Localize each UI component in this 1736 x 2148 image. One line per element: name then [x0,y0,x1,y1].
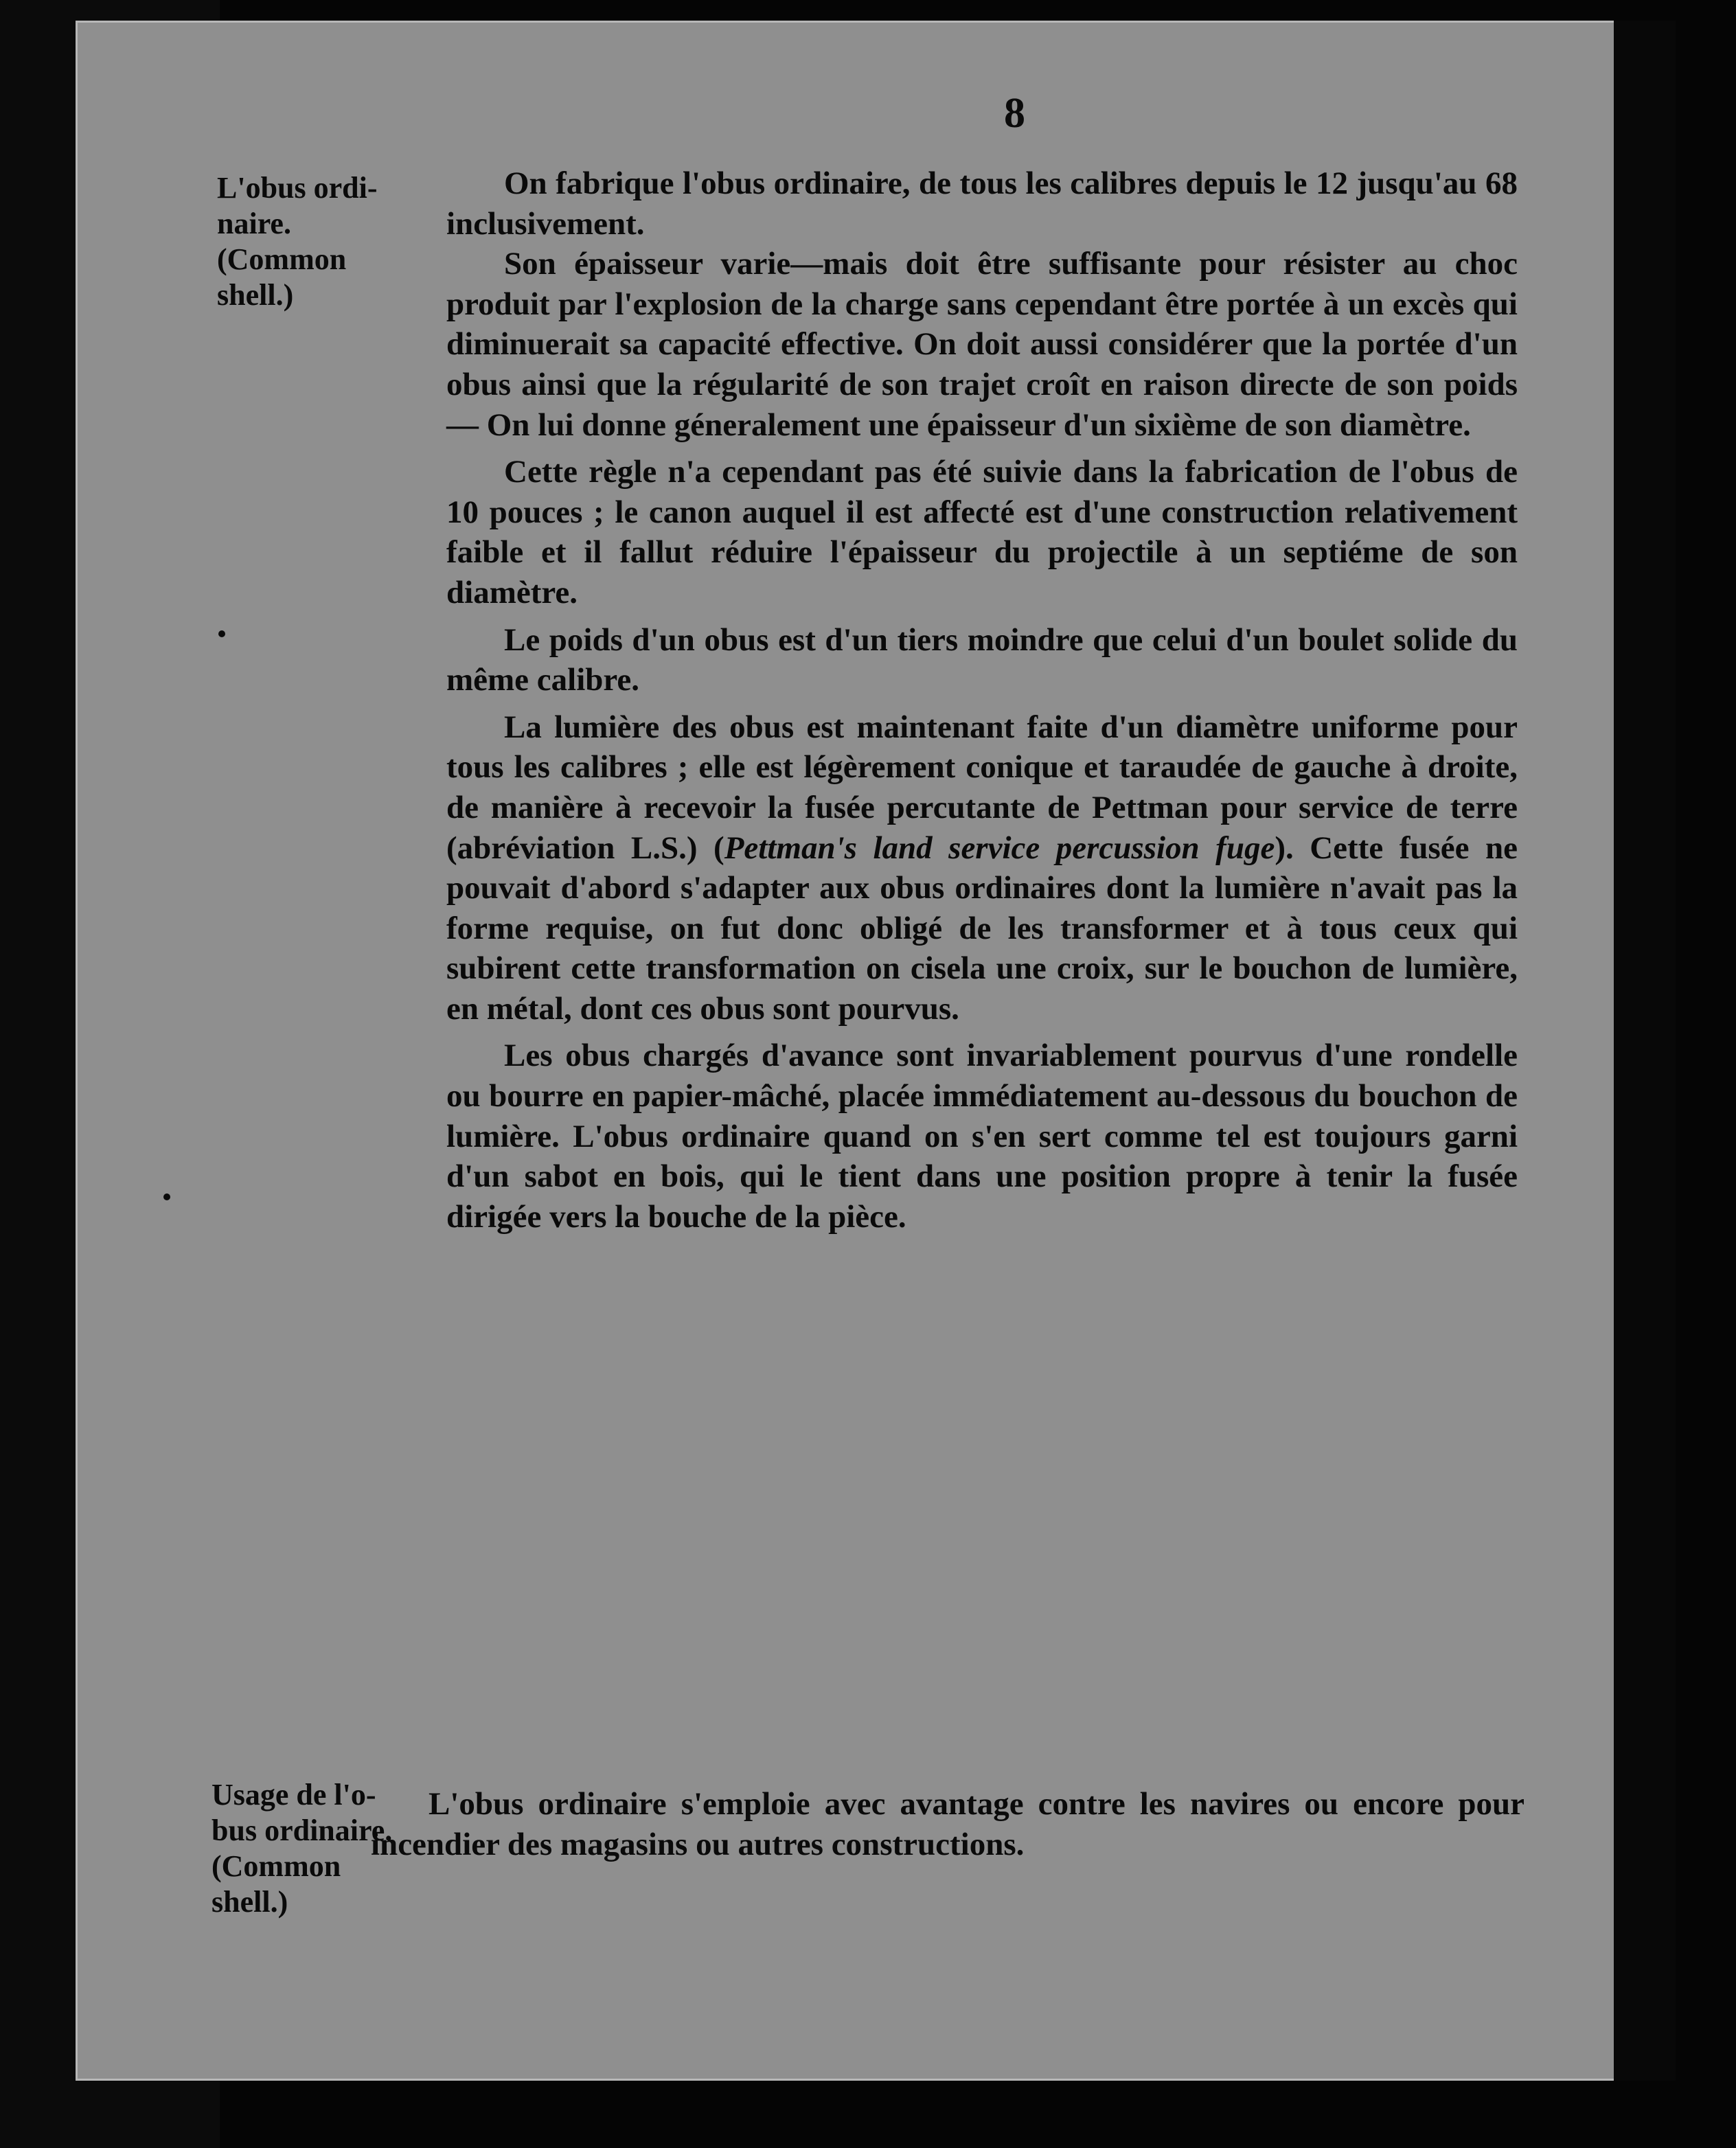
usage-text [371,1784,1524,1864]
italic-term: Pettman's land service percussion fuge [724,830,1275,866]
marginal-note-line: naire. [217,207,291,240]
paragraph-with-italic [446,707,1518,1029]
marginal-note-line: L'obus ordi- [217,171,378,205]
page-right-shadow [1614,21,1676,2081]
paragraph-text: La lumière des obus est maintenant faite d'un diamètre uniforme pour tous les calibres ; elle est légèrement conique et taraudée de gauche à droite, de manière à recevoir la fusée percutante de Pettman pour service de terre (abréviation L.S.) ( [446,709,1518,866]
marginal-note-line: Usage de l'o- [212,1778,376,1812]
paragraph: Son épaisseur varie—mais doit être suffisante pour résister au choc produit par l'explosion de la charge sans cependant être portée à un excès qui diminuerait sa capacité effective. On doit aussi considérer que la portée d'un obus ainsi que la régularité de son trajet croît en raison directe de son poids — On lui donne géneralement une épaisseur d'un sixième de son diamètre. [446,246,1518,443]
marginal-note-line: (Common [217,242,347,276]
paragraph: Le poids d'un obus est d'un tiers moindre que celui d'un boulet solide du même calibre. [446,621,1518,698]
marginal-note-line: (Common [212,1849,341,1883]
marginal-note-common-shell [217,170,444,313]
paragraph-text: ). Cette fusée ne pouvait d'abord s'adapter aux obus ordinaires dont la lumière n'avait pas la forme requise, on fut donc obligé de les transformer et à tous ceux qui subirent cette transformation on cisela une croix, sur le bouchon de lumière, en métal, dont ces obus sont pourvus. [446,830,1518,1027]
page-number: 8 [1004,90,1025,137]
paragraph: Les obus chargés d'avance sont invariablement pourvus d'une rondelle ou bourre en papier-mâché, placée immédiatement au-dessous du bouchon de lumière. L'obus ordinaire quand on s'en sert comme tel est toujours garni d'un sabot en bois, qui le tient dans une position propre à tenir la fusée dirigée vers la bouche de la pièce. [446,1038,1518,1235]
marginal-note-line: bus ordinaire. [212,1814,393,1847]
scan-speck [218,630,225,637]
paragraph: On fabrique l'obus ordinaire, de tous les calibres depuis le 12 jusqu'au 68 inclusivement. [446,165,1518,242]
paragraph: Cette règle n'a cependant pas été suivie dans la fabrication de l'obus de 10 pouces ; le canon auquel il est affecté est d'une construction relativement faible et il fallut réduire l'épaisseur du projectile à un septiéme de son diamètre. [446,454,1518,610]
body-text [446,163,1518,1237]
marginal-note-line: shell.) [217,278,294,312]
paragraph: L'obus ordinaire s'emploie avec avantage contre les navires ou encore pour incendier des magasins ou autres constructions. [371,1786,1524,1862]
marginal-note-line: shell.) [212,1885,288,1919]
scan-speck [163,1193,170,1200]
